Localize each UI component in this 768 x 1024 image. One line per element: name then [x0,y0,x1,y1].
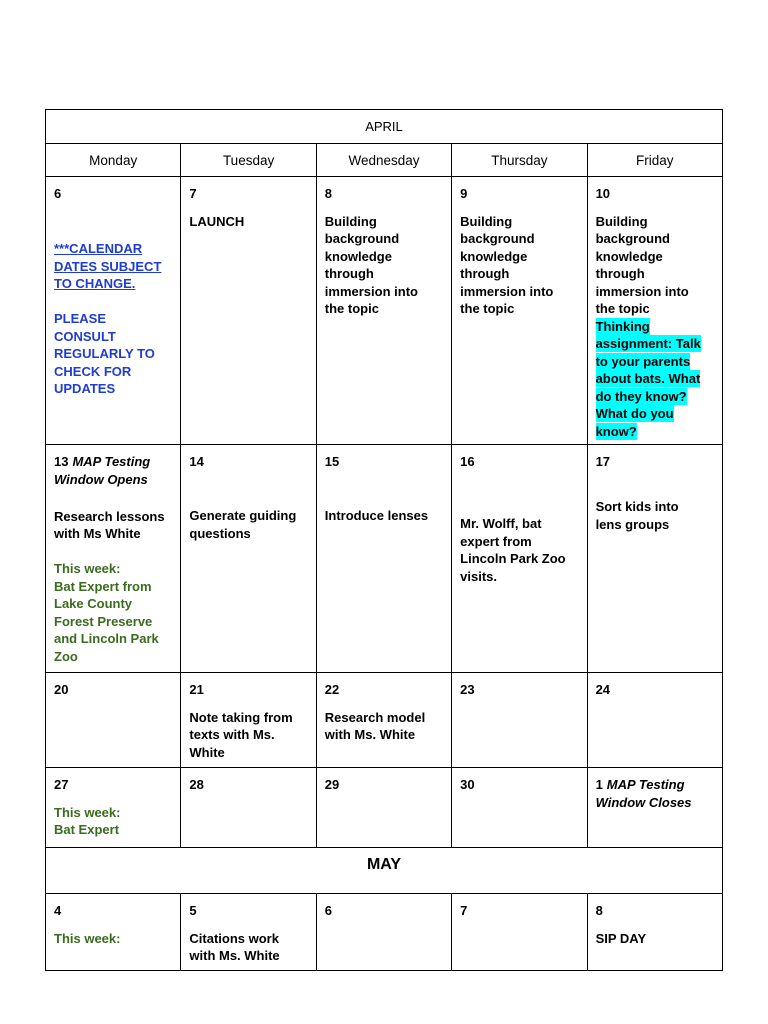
weekday-header-wednesday: Wednesday [316,144,451,177]
event-note: Note taking from texts with Ms. White [189,709,293,760]
day-cell-apr-30 [452,768,587,848]
month-header-may [46,848,723,894]
consult-updates-notice: PLEASE CONSULT REGULARLY TO CHECK FOR UPDATES [54,311,155,396]
day-number: 6 [324,903,333,918]
day-cell-apr-7 [181,177,316,445]
day-cell-apr-17 [587,445,722,673]
day-cell-may-8 [587,894,722,971]
day-cell-apr-20 [46,673,181,768]
weekday-header-monday: Monday [46,144,181,177]
day-number: 17 [595,454,611,469]
day-cell-apr-10 [587,177,722,445]
map-testing-opens-event: MAP Testing Window Opens [54,454,151,487]
day-number: 28 [189,777,204,792]
day-number: 10 [595,186,611,201]
day-heading [54,453,168,488]
event-note: Mr. Wolff, bat expert from Lincoln Park Zoo visits. [460,516,566,584]
day-cell-apr-24 [587,673,722,768]
weekday-header-tuesday: Tuesday [181,144,316,177]
day-cell-apr-15 [316,445,451,673]
day-number: 7 [189,186,197,201]
day-number: 7 [460,903,468,918]
month-header-april [46,110,723,144]
day-cell-apr-21 [181,673,316,768]
day-number: 8 [595,903,603,918]
event-note: SIP DAY [595,930,647,946]
this-week-note: This week: Bat Expert from Lake County Forest Preserve and Lincoln Park Zoo [54,561,159,664]
day-number: 23 [460,682,475,697]
map-testing-closes-event: MAP Testing Window Closes [595,777,692,810]
event-note: Research model with Ms. White [324,709,426,742]
event-note: Introduce lenses [324,508,429,523]
day-number: 15 [324,454,340,469]
thinking-assignment-text: Thinking assignment: Talk to your parents about bats. What do they know? What do you know? [595,318,701,439]
day-number: 14 [189,454,204,469]
day-number: 1 [595,777,603,792]
weekday-header-thursday: Thursday [452,144,587,177]
event-note: Generate guiding questions [189,508,297,541]
day-number: 24 [595,682,611,697]
event-note: Research lessons with Ms White [54,508,165,541]
day-cell-may-5 [181,894,316,971]
month-label-may: MAY [366,856,402,873]
this-week-note: This week: [54,930,121,946]
day-number: 16 [460,454,475,469]
day-cell-apr-22 [316,673,451,768]
day-cell-apr-14 [181,445,316,673]
day-cell-apr-8 [316,177,451,445]
event-note: Building background knowledge through immersion into the topic [460,213,554,316]
day-number: 9 [460,186,468,201]
day-heading [596,776,705,811]
day-number: 4 [54,903,62,918]
day-cell-apr-13 [46,445,181,673]
day-cell-apr-27 [46,768,181,848]
day-cell-may-6 [316,894,451,971]
weekday-header-friday: Friday [587,144,722,177]
day-number: 21 [189,682,204,697]
day-cell-apr-16 [452,445,587,673]
day-number: 22 [324,682,340,697]
event-note: LAUNCH [189,213,245,229]
day-number: 5 [189,903,197,918]
day-cell-may-7 [452,894,587,971]
day-number: 20 [54,682,69,697]
day-number: 6 [54,186,62,201]
event-note: Building background knowledge through immersion into the topic [595,213,689,316]
day-cell-apr-9 [452,177,587,445]
day-number: 30 [460,777,475,792]
day-number: 29 [324,777,340,792]
day-number: 8 [324,186,333,201]
thinking-assignment [596,318,705,441]
event-note: Citations work with Ms. White [189,930,280,963]
day-cell-apr-29 [316,768,451,848]
month-label-april: APRIL [365,119,403,134]
day-cell-apr-28 [181,768,316,848]
day-cell-may-1 [587,768,722,848]
day-number: 27 [54,777,69,792]
calendar-change-notice: ***CALENDAR DATES SUBJECT TO CHANGE. [54,241,162,291]
day-number: 13 [54,454,69,469]
day-cell-may-4 [46,894,181,971]
day-cell-apr-6 [46,177,181,445]
event-note: Building background knowledge through immersion into the topic [324,213,418,316]
event-note: Sort kids into lens groups [595,499,679,532]
calendar-table [45,109,723,971]
day-cell-apr-23 [452,673,587,768]
this-week-note: This week: Bat Expert [54,804,121,837]
